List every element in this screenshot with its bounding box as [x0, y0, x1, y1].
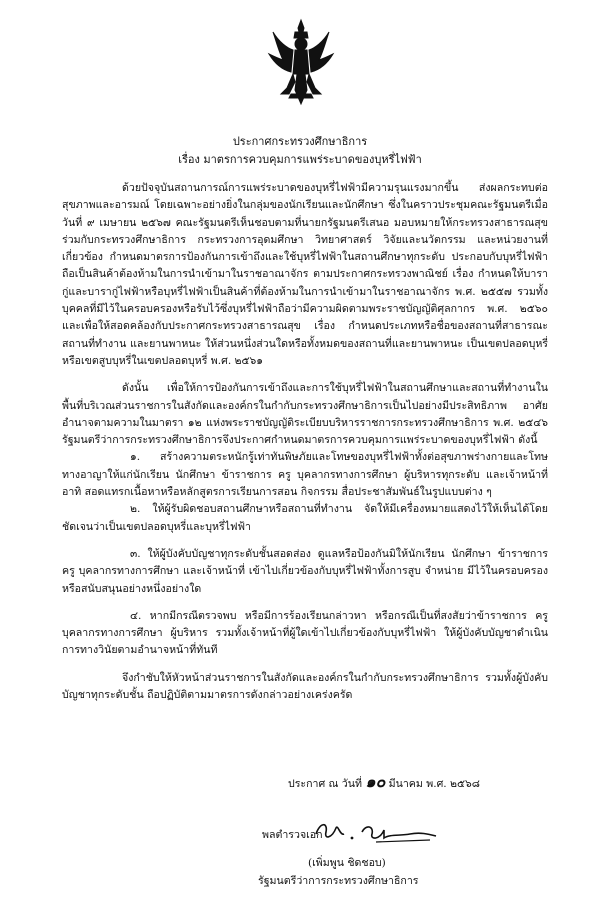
proclamation-date	[288, 770, 480, 795]
garuda-emblem-icon	[267, 18, 335, 110]
proclamation-day: ๑๐	[365, 772, 386, 791]
signer-position: รัฐมนตรีว่าการกระทรวงศึกษาธิการ	[258, 875, 419, 887]
proclamation-prefix: ประกาศ ณ วันที่	[288, 778, 362, 790]
paragraph-intro: ด้วยปัจจุบันสถานการณ์การแพร่ระบาดของบุหรี่ไฟฟ้ามีความรุนแรงมากขึ้น ส่งผลกระทบต่อสุขภาพและอารมณ์ โดยเฉพาะอย่างยิ่งในกลุ่มของนักเรียนและนักศึกษา ซึ่งในคราวประชุมคณะรัฐมนตรีเมื่อวันที่ ๙ เมษายน ๒๕๖๗ คณะรัฐมนตรีเห็นชอบตามที่นายกรัฐมนตรีเสนอ มอบหมายให้กระทรวงสาธารณสุขร่วมกับกระทรวงศึกษาธิการ กระทรวงการอุดมศึกษา วิทยาศาสตร์ วิจัยและนวัตกรรม และหน่วยงานที่เกี่ยวข้อง กำหนดมาตรการป้องกันการเข้าถึงและใช้บุหรี่ไฟฟ้าในสถานศึกษาทุกระดับ ประกอบกับบุหรี่ไฟฟ้าถือเป็นสินค้าต้องห้ามในการนำเข้ามาในราชอาณาจักร ตามประกาศกระทรวงพาณิชย์ เรื่อง กำหนดให้บารากู่และบารากู่ไฟฟ้าหรือบุหรี่ไฟฟ้าเป็นสินค้าที่ต้องห้ามในการนำเข้ามาในราชอาณาจักร พ.ศ. ๒๕๕๗ รวมทั้งบุคคลที่มีไว้ในครอบครองหรือรับไว้ซึ่งบุหรี่ไฟฟ้าถือว่ามีความผิดตามพระราชบัญญัติศุลกากร พ.ศ. ๒๕๖๐ และเพื่อให้สอดคล้องกับประกาศกระทรวงสาธารณสุข เรื่อง กำหนดประเภทหรือชื่อของสถานที่สาธารณะ สถานที่ทำงาน และยานพาหนะ ให้ส่วนหนึ่งส่วนใดหรือทั้งหมดของสถานที่และยานพาหนะ เป็นเขตปลอดบุหรี่หรือเขตสูบบุหรี่ในเขตปลอดบุหรี่ พ.ศ. ๒๕๖๑	[62, 182, 548, 367]
proclamation-month-year: มีนาคม พ.ศ. ๒๕๖๘	[388, 778, 480, 790]
measure-item-3: ๓. ให้ผู้บังคับบัญชาทุกระดับชั้นสอดส่อง ดูแลหรือป้องกันมิให้นักเรียน นักศึกษา ข้าราชการ ครู บุคลากรทางการศึกษา และเจ้าหน้าที่ เข้าไปเกี่ยวข้องกับบุหรี่ไฟฟ้าทั้งการสูบ จำหน่าย มีไว้ในครอบครองหรือสนับสนุนอย่างหนึ่งอย่างใด	[62, 547, 548, 595]
document-heading: ประกาศกระทรวงศึกษาธิการ	[232, 135, 368, 148]
measure-item-2: ๒. ให้ผู้รับผิดชอบสถานศึกษาหรือสถานที่ทำงาน จัดให้มีเครื่องหมายแสดงไว้ให้เห็นได้โดยชัดเจนว่าเป็นเขตปลอดบุหรี่และบุหรี่ไฟฟ้า	[62, 503, 548, 533]
measure-item-4: ๔. หากมีกรณีตรวจพบ หรือมีการร้องเรียนกล่าวหา หรือกรณีเป็นที่สงสัยว่าข้าราชการ ครู บุคลากรทางการศึกษา ผู้บริหาร รวมทั้งเจ้าหน้าที่ผู้ใดเข้าไปเกี่ยวข้องกับบุหรี่ไฟฟ้า ให้ผู้บังคับบัญชาดำเนินการทางวินัยตามอำนาจหน้าที่ทันที	[62, 609, 548, 657]
signer-name: (เพิ่มพูน ชิดชอบ)	[308, 857, 386, 869]
document-subject: เรื่อง มาตรการควบคุมการแพร่ระบาดของบุหรี่ไฟฟ้า	[178, 153, 422, 166]
signature-icon	[310, 816, 440, 848]
paragraph-closing: จึงกำชับให้หัวหน้าส่วนราชการในสังกัดและองค์กรในกำกับกระทรวงศึกษาธิการ รวมทั้งผู้บังคับบัญชาทุกระดับชั้น ถือปฏิบัติตามมาตรการดังกล่าวอย่างเคร่งครัด	[62, 671, 548, 702]
measure-item-1: ๑. สร้างความตระหนักรู้เท่าทันพิษภัยและโทษของบุหรี่ไฟฟ้าทั้งต่อสุขภาพร่างกายและโทษทางอาญาให้แก่นักเรียน นักศึกษา ข้าราชการ ครู บุคลากรทางการศึกษา ผู้บริหารทุกระดับ และเจ้าหน้าที่ อาทิ สอดแทรกเนื้อหาหรือหลักสูตรการเรียนการสอน กิจกรรม สื่อประชาสัมพันธ์ในรูปแบบต่าง ๆ	[62, 451, 548, 499]
document-body	[62, 180, 548, 704]
signer-rank: พลตำรวจเอก	[262, 829, 323, 841]
paragraph-authority: ดังนั้น เพื่อให้การป้องกันการเข้าถึงและการใช้บุหรี่ไฟฟ้าในสถานศึกษาและสถานที่ทำงานในพื้นที่บริเวณส่วนราชการในสังกัดและองค์กรในกำกับกระทรวงศึกษาธิการเป็นไปอย่างมีประสิทธิภาพ อาศัยอำนาจตามความในมาตรา ๑๒ แห่งพระราชบัญญัติระเบียบบริหารราชการกระทรวงศึกษาธิการ พ.ศ. ๒๕๔๖ รัฐมนตรีว่าการกระทรวงศึกษาธิการจึงประกาศกำหนดมาตรการควบคุมการแพร่ระบาดของบุหรี่ไฟฟ้า ดังนี้	[62, 382, 548, 447]
